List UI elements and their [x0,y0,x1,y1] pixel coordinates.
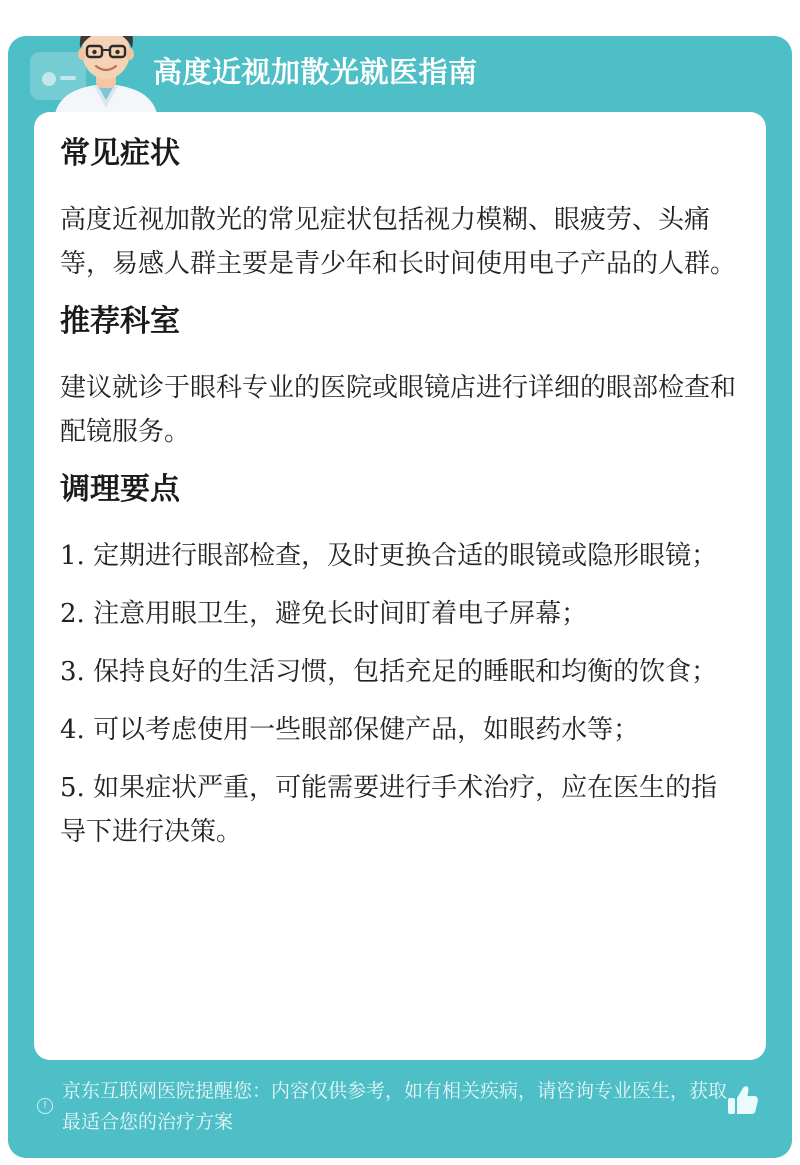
list-item [60,766,740,854]
symptoms-title: 常见症状 [60,136,180,171]
list-item-text: 可以考虑使用一些眼部保健产品，如眼药水等； [93,715,640,745]
content-card [34,112,766,1060]
list-item [60,708,740,752]
list-item [60,592,740,636]
list-item-text: 注意用眼卫生，避免长时间盯着电子屏幕； [93,599,588,629]
department-title: 推荐科室 [60,304,180,339]
list-item-number: 3. [60,657,85,687]
list-item-text: 如果症状严重，可能需要进行手术治疗，应在医生的指导下进行决策。 [60,773,718,847]
care-title: 调理要点 [60,472,180,507]
list-item [60,650,740,694]
list-item-text: 保持良好的生活习惯，包括充足的睡眠和均衡的饮食； [93,657,718,687]
info-icon: ! [37,1098,53,1114]
list-item-number: 1. [60,541,85,571]
doctor-avatar [46,36,166,120]
list-item-number: 2. [60,599,85,629]
list-item-text: 定期进行眼部检查，及时更换合适的眼镜或隐形眼镜； [93,541,718,571]
care-list [60,534,740,854]
list-item-number: 4. [60,715,85,745]
list-item-number: 5. [60,773,85,803]
department-text: 建议就诊于眼科专业的医院或眼镜店进行详细的眼部检查和配镜服务。 [60,373,737,447]
thumbs-up-icon[interactable] [723,1082,761,1120]
symptoms-text: 高度近视加散光的常见症状包括视力模糊、眼疲劳、头痛等，易感人群主要是青少年和长时间使用电子产品的人群。 [60,205,737,279]
guide-panel [8,36,792,1158]
list-item [60,534,740,578]
disclaimer-text: 京东互联网医院提醒您：内容仅供参考，如有相关疾病，请咨询专业医生，获取最适合您的治疗方案 [62,1080,728,1133]
page-title: 高度近视加散光就医指南 [153,55,478,89]
